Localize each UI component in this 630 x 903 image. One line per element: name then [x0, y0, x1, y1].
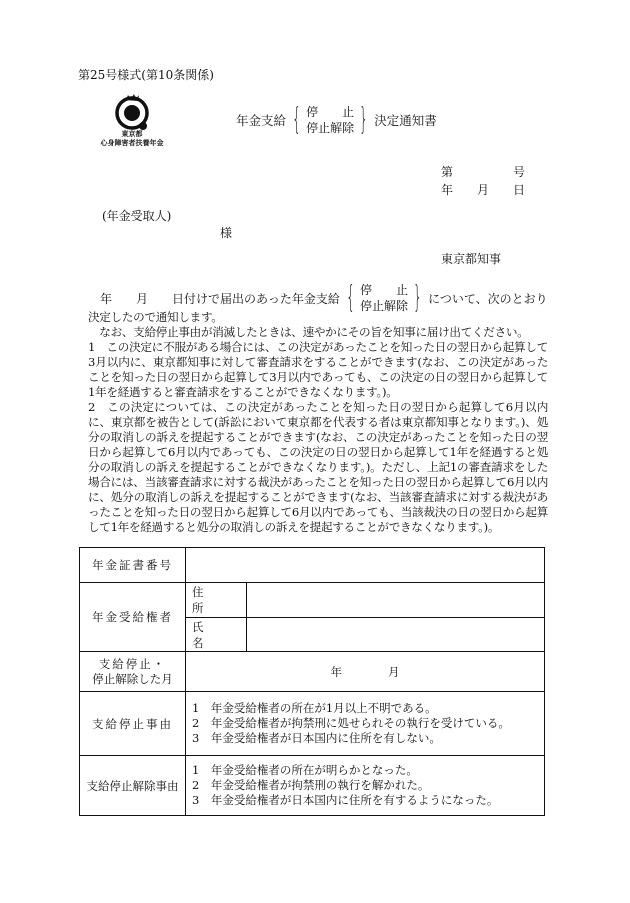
address-label: 住 所 [186, 583, 247, 618]
recipient-label-cell: 年金受給権者 [80, 583, 186, 652]
logo-text-line2: 心身障害者扶養年金 [100, 139, 164, 147]
resume-reason-item[interactable]: 3 年金受給権者が日本国内に住所を有するようになった。 [192, 793, 499, 807]
logo-emblem-icon [92, 92, 172, 132]
title-prefix: 年金支給 [236, 113, 287, 128]
stop-reason-label: 支給停止事由 [80, 692, 186, 756]
month-label [80, 652, 186, 692]
title-option-stop: 停 止 [306, 105, 355, 119]
name-label: 氏 名 [186, 618, 247, 652]
resume-reason-item[interactable]: 2 年金受給権者が拘禁刑の執行を解かれた。 [192, 778, 430, 792]
body-note: なお、支給停止事由が消滅したときは、速やかにその旨を知事に届け出てください。 [88, 325, 529, 339]
left-brace-icon: { [292, 102, 301, 137]
document-title [236, 104, 437, 136]
body-first-part2: について、次のとおり [428, 291, 548, 306]
body-para-1: 1 この決定に不服がある場合には、この決定があったことを知った日の翌日から起算して3月以内に、東京都知事に対して審査請求をすることができます(なお、この決定があったことを知った日の翌日から起算して3月以内であっても、この決定の日の翌日から起算して1年を経過すると審査請求をすることができなくなります。)。 [88, 340, 548, 399]
body-first-part1: 年 月 日付けで届出のあった年金支給 [88, 291, 340, 306]
cert-number-field[interactable] [186, 548, 545, 583]
month-field[interactable]: 年 月 [186, 652, 545, 692]
stop-reason-item[interactable]: 3 年金受給権者が日本国内に住所を有しない。 [192, 731, 441, 745]
recipient-label: (年金受取人) [102, 209, 172, 223]
name-field[interactable] [247, 618, 545, 652]
right-brace-icon: } [413, 280, 422, 315]
stop-reason-item[interactable]: 1 年金受給権者の所在が1月以上不明である。 [192, 701, 437, 715]
logo-text-line1: 東京都 [121, 130, 143, 138]
recipient-honorific: 様 [220, 226, 233, 240]
stop-reason-item[interactable]: 2 年金受給権者が拘禁刑に処せられその執行を受けている。 [192, 716, 510, 730]
body-first-continuation: 決定したので通知します。 [88, 310, 223, 324]
resume-reason-label: 支給停止解除事由 [80, 756, 186, 816]
form-number: 第25号様式(第10条関係) [78, 68, 214, 82]
body-para-2: 2 この決定については、この決定があったことを知った日の翌日から起算して6月以内に、東京都を被告として(訴訟において東京都を代表する者は東京都知事となります。)、処分の取消しの訴えを提起することができます(なお、この決定があったことを知った日の翌日から起算して6月以内であっても、この決定の日の翌日から起算して1年を経過すると処分の取消しの訴えを提起することができなくなります。)。ただし、上記1の審査請求をした場合には、当該審査請求に対する裁決があったことを知った日の翌日から起算して6月以内に、処分の取消しの訴えを提起することができます(なお、当該審査請求に対する裁決があったことを知った日の翌日から起算して6月以内であっても、当該裁決の日の翌日から起算して1年を経過すると処分の取消しの訴えを提起することができなくなります。)。 [88, 400, 548, 534]
right-brace-icon: } [359, 102, 368, 137]
month-label-line2: 停止解除した月 [92, 671, 173, 686]
stop-reason-list [186, 692, 545, 756]
document-date: 年 月 日 [441, 183, 526, 197]
month-label-line1: 支給停止・ [98, 656, 167, 671]
pension-info-table [79, 547, 545, 816]
issuer: 東京都知事 [441, 252, 502, 266]
tokyo-pension-logo [92, 92, 172, 150]
title-suffix: 決定通知書 [374, 113, 437, 128]
title-option-resume: 停止解除 [306, 121, 355, 135]
resume-reason-list [186, 756, 545, 816]
left-brace-icon: { [346, 280, 355, 315]
body-option-stop: 停 止 [359, 283, 408, 297]
resume-reason-item[interactable]: 1 年金受給権者の所在が明らかとなった。 [192, 763, 418, 777]
body-option-resume: 停止解除 [359, 299, 408, 313]
address-field[interactable] [247, 583, 545, 618]
document-number: 第 号 [441, 165, 526, 179]
title-option-group [287, 104, 373, 136]
cert-number-label: 年金証書番号 [80, 548, 186, 583]
